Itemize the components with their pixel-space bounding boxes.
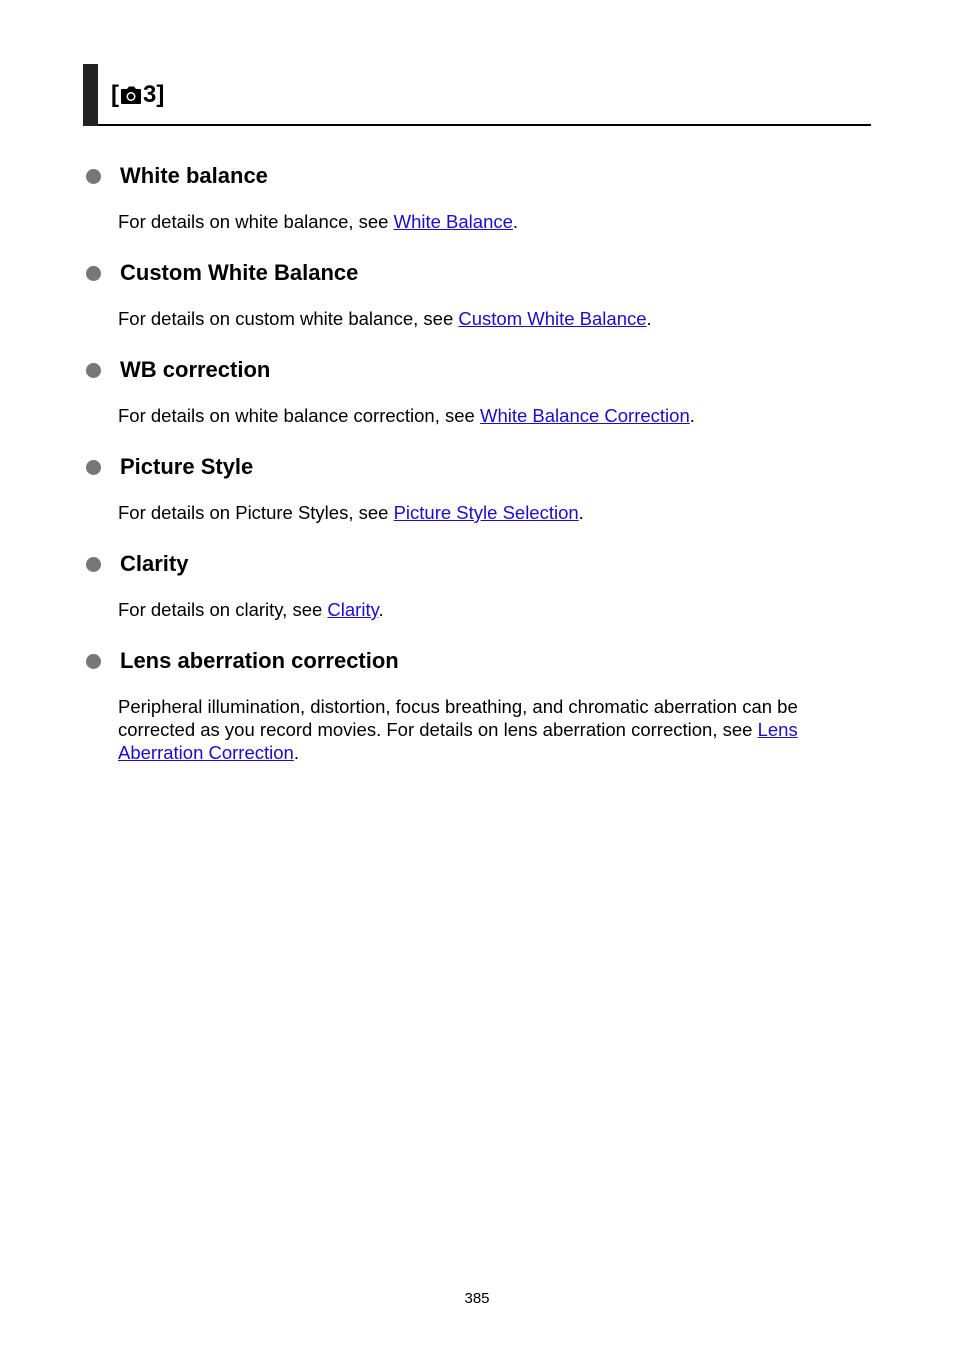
section-white-balance xyxy=(86,162,846,233)
page-number: 385 xyxy=(464,1290,490,1307)
bullet-icon xyxy=(86,460,101,475)
section-clarity xyxy=(86,550,846,621)
section-custom-white-balance xyxy=(86,259,846,330)
clarity-link[interactable]: Clarity xyxy=(327,599,379,620)
section-title: White balance xyxy=(120,163,268,188)
section-lens-aberration-correction xyxy=(86,647,846,764)
picture-style-selection-link[interactable]: Picture Style Selection xyxy=(393,502,579,523)
camera-icon xyxy=(120,84,142,106)
page-title xyxy=(111,80,164,110)
section-body: For details on Picture Styles, see Picture Style Selection. xyxy=(118,502,584,523)
section-body: Peripheral illumination, distortion, focus breathing, and chromatic aberration can be corrected as you record movies. For details on lens aberration correction, see Lens Aberration Correction. xyxy=(118,696,798,763)
lens-aberration-correction-link[interactable]: Lens Aberration Correction xyxy=(118,719,798,763)
section-title: Custom White Balance xyxy=(120,260,359,285)
section-body: For details on white balance, see White Balance. xyxy=(118,211,519,232)
title-bracket-open: [ xyxy=(111,81,119,108)
bullet-icon xyxy=(86,557,101,572)
bullet-icon xyxy=(86,169,101,184)
custom-white-balance-link[interactable]: Custom White Balance xyxy=(458,308,647,329)
section-wb-correction xyxy=(86,356,846,427)
section-title: Picture Style xyxy=(120,454,254,479)
white-balance-link[interactable]: White Balance xyxy=(393,211,513,232)
section-title: Clarity xyxy=(120,551,189,576)
bullet-icon xyxy=(86,363,101,378)
section-body: For details on white balance correction, see White Balance Correction. xyxy=(118,405,695,426)
white-balance-correction-link[interactable]: White Balance Correction xyxy=(479,405,690,426)
bullet-icon xyxy=(86,266,101,281)
section-picture-style xyxy=(86,453,846,524)
section-title: Lens aberration correction xyxy=(120,648,399,673)
section-body: For details on clarity, see Clarity. xyxy=(118,599,384,620)
title-bracket-close: ] xyxy=(156,81,165,108)
page-title-bar xyxy=(83,64,871,126)
section-body: For details on custom white balance, see Custom White Balance. xyxy=(118,308,652,329)
bullet-icon xyxy=(86,654,101,669)
title-number: 3 xyxy=(143,81,157,108)
title-accent-bar xyxy=(83,64,98,126)
section-title: WB correction xyxy=(120,357,271,382)
